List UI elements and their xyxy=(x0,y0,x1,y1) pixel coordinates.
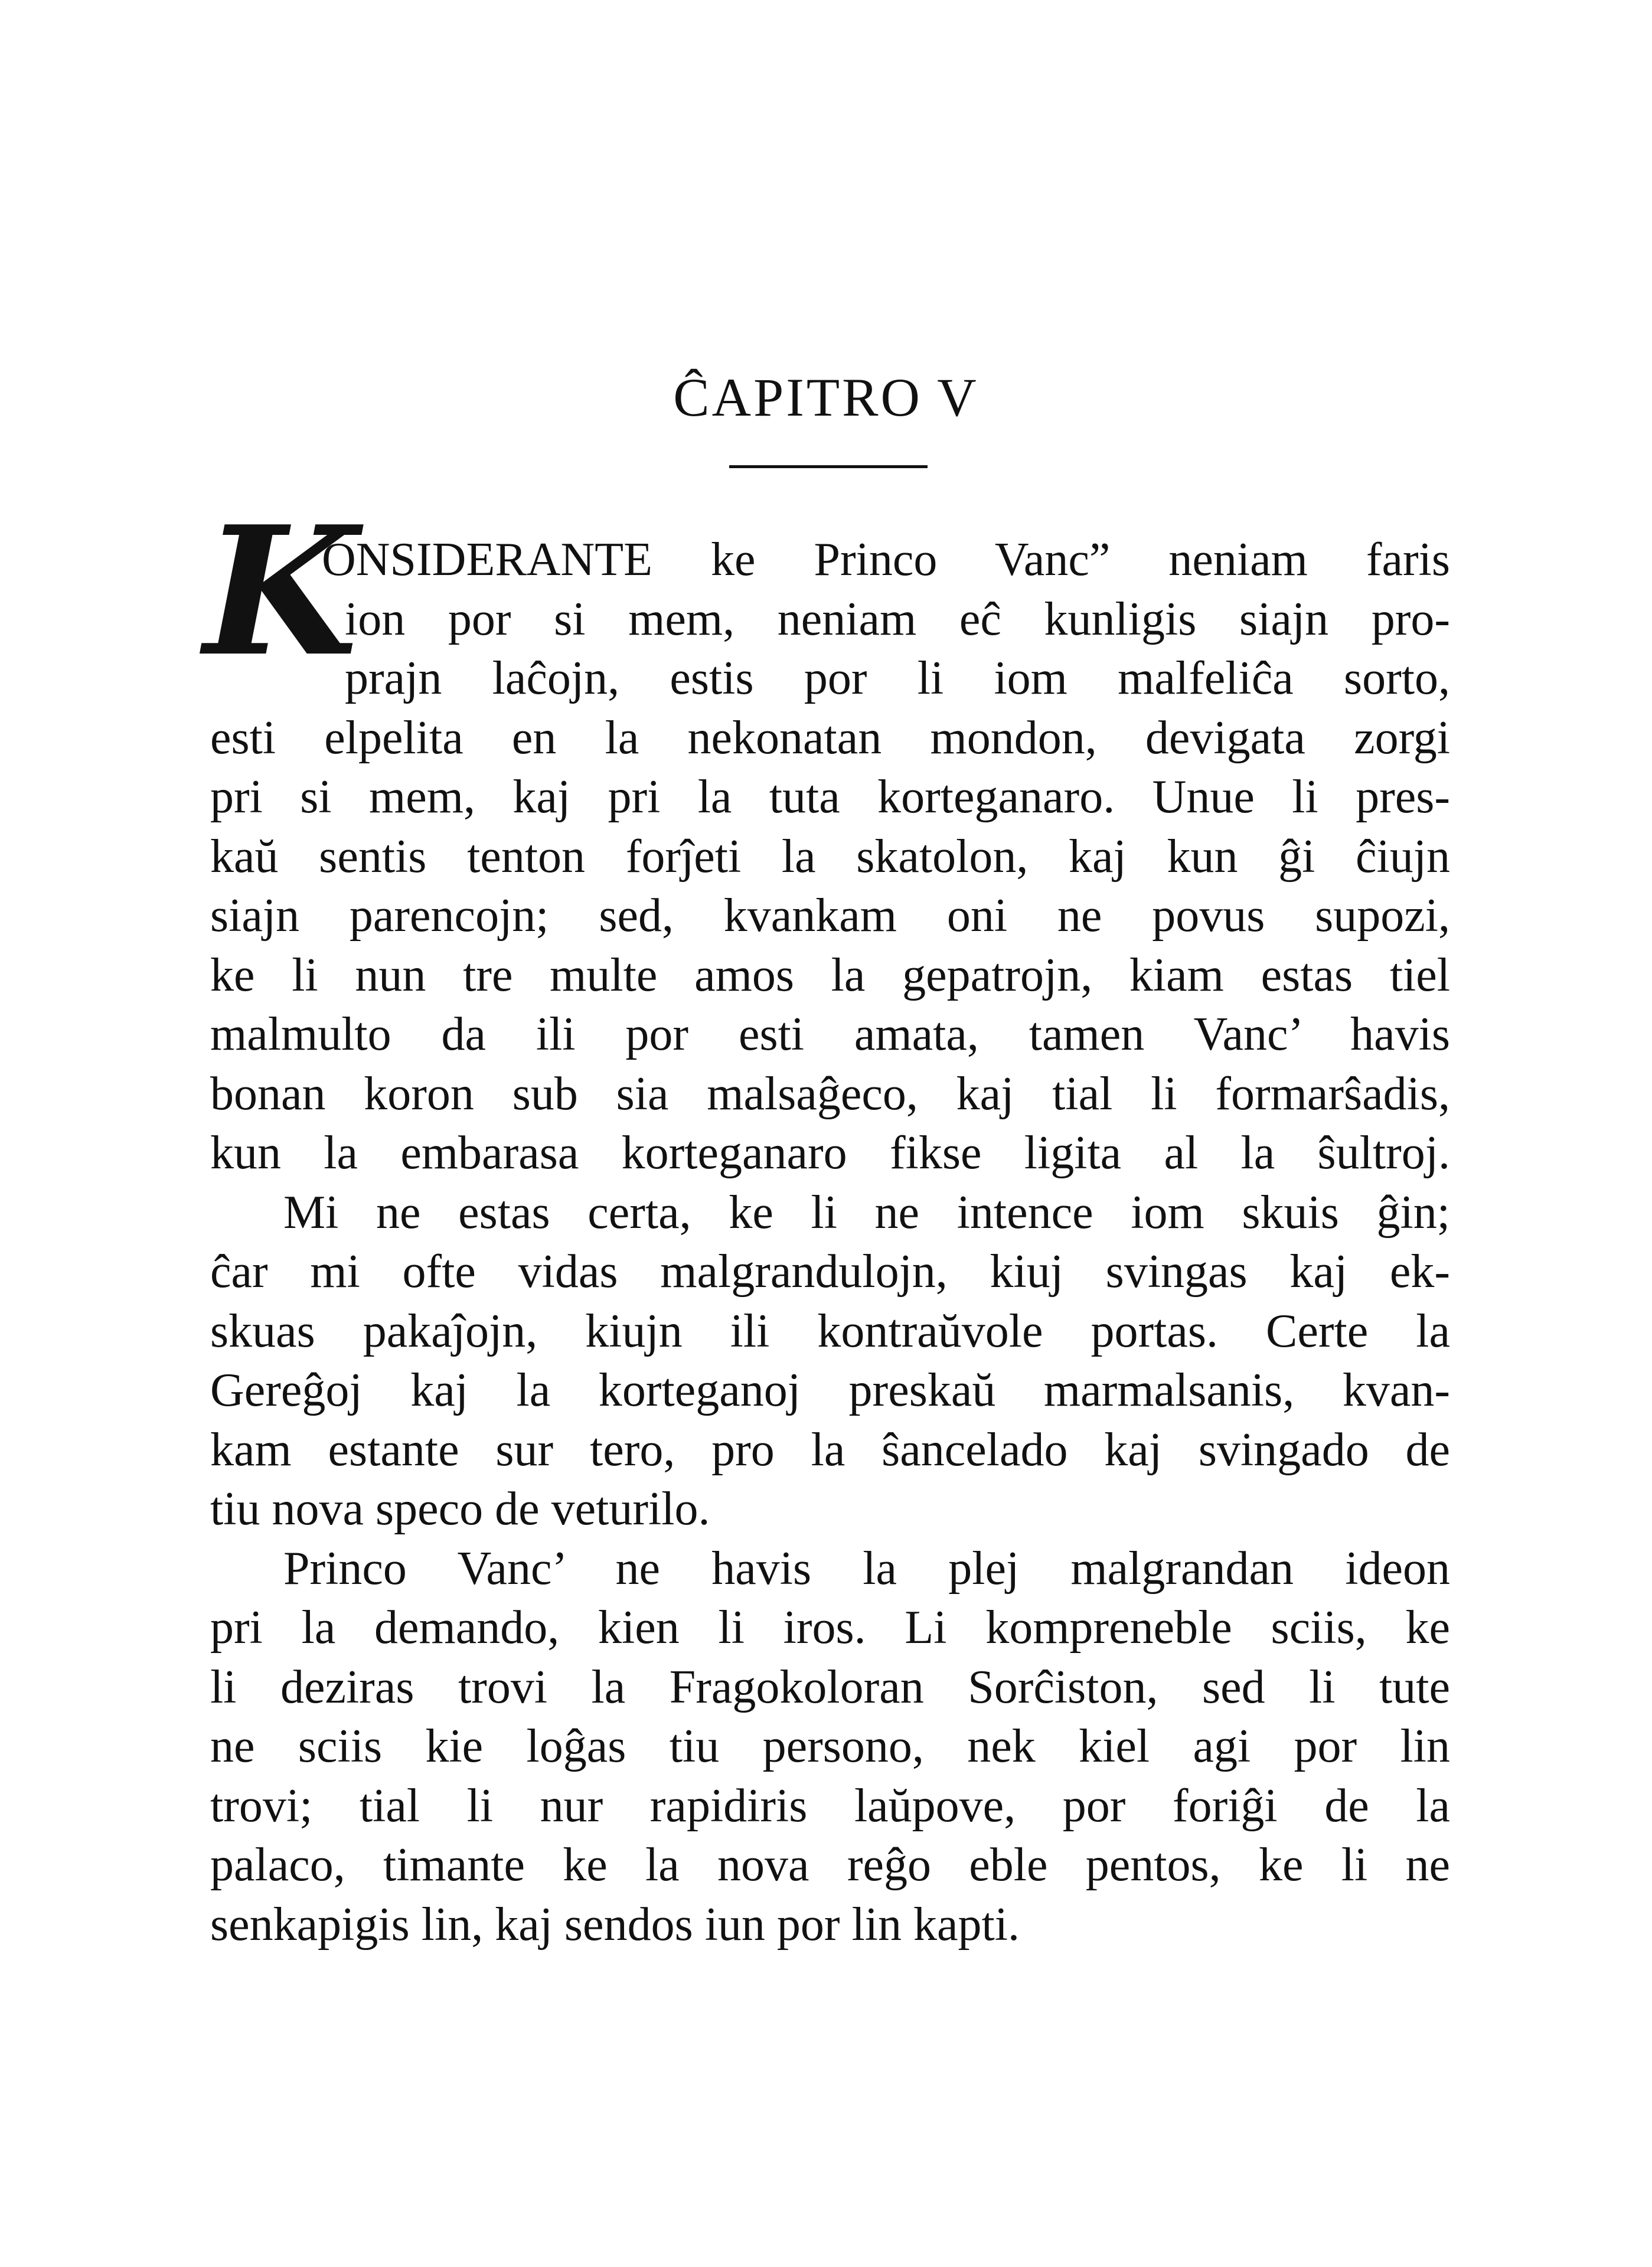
text-line: tiu nova speco de veturilo. xyxy=(210,1483,710,1535)
text-line: skuas pakaĵojn, kiujn ili kontraŭvole portas. Certe la xyxy=(210,1305,1450,1357)
text-line: ĉar mi ofte vidas malgrandulojn, kiuj svingas kaj ek- xyxy=(210,1246,1450,1298)
text-line: ion por si mem, neniam eĉ kunligis siajn pro- xyxy=(345,593,1450,645)
text-line: kaŭ sentis tenton forĵeti la skatolon, kaj kun ĝi ĉiujn xyxy=(210,830,1450,883)
text-line: pri la demando, kien li iros. Li kompreneble sciis, ke xyxy=(210,1602,1450,1654)
text-line: kun la embarasa korteganaro fikse ligita al la ŝultroj. xyxy=(210,1127,1450,1179)
text-line: ne sciis kie loĝas tiu persono, nek kiel agi por lin xyxy=(210,1720,1450,1772)
text-line: bonan koron sub sia malsaĝeco, kaj tial li formarŝadis, xyxy=(210,1067,1450,1120)
text-line: pri si mem, kaj pri la tuta korteganaro. Unue li pres- xyxy=(210,771,1450,823)
text-line: Gereĝoj kaj la korteganoj preskaŭ marmalsanis, kvan- xyxy=(210,1364,1450,1416)
text-line: Princo Vanc’ ne havis la plej malgrandan ideon xyxy=(283,1542,1450,1595)
text-line: ONSIDERANTE ke Princo Vanc” neniam faris xyxy=(322,534,1450,586)
text-line: trovi; tial li nur rapidiris laŭpove, por foriĝi de la xyxy=(210,1779,1450,1832)
drop-cap: K xyxy=(204,487,358,695)
text-line: siajn parencojn; sed, kvankam oni ne povus supozi, xyxy=(210,890,1450,942)
text-line: malmulto da ili por esti amata, tamen Vanc’ havis xyxy=(210,1008,1450,1060)
title-divider xyxy=(729,465,928,468)
text-line: palaco, timante ke la nova reĝo eble pentos, ke li ne xyxy=(210,1839,1450,1891)
text-line: Mi ne estas certa, ke li ne intence iom skuis ĝin; xyxy=(283,1186,1450,1239)
text-line: li deziras trovi la Fragokoloran Sorĉiston, sed li tute xyxy=(210,1661,1450,1713)
text-line: prajn laĉojn, estis por li iom malfeliĉa sorto, xyxy=(345,652,1450,704)
text-line: esti elpelita en la nekonatan mondon, devigata zorgi xyxy=(210,711,1450,764)
text-line: kam estante sur tero, pro la ŝancelado kaj svingado de xyxy=(210,1423,1450,1476)
text-line: senkapigis lin, kaj sendos iun por lin kapti. xyxy=(210,1898,1020,1951)
text-line: ke li nun tre multe amos la gepatrojn, kiam estas tiel xyxy=(210,949,1450,1001)
chapter-title: ĈAPITRO V xyxy=(673,367,979,427)
